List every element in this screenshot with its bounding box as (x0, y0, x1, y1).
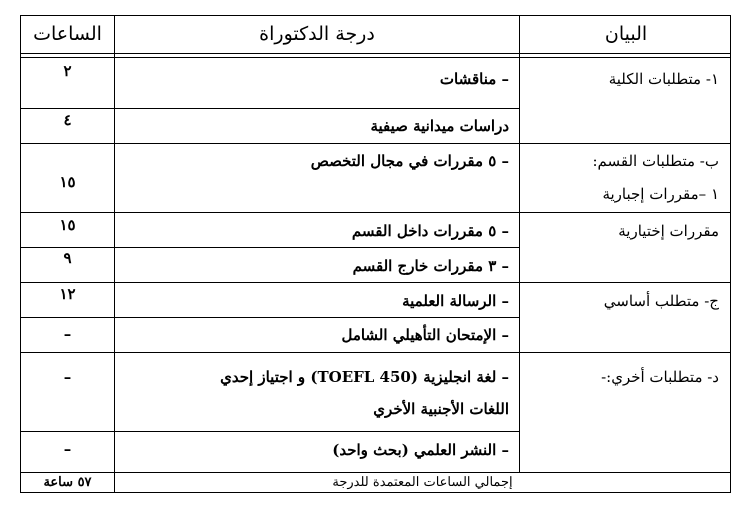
row8-content: – لغة انجليزية (TOEFL 450) و اجتياز إحدي (220, 368, 509, 386)
row3-statement: ب- متطلبات القسم: (592, 152, 719, 170)
row6-hours: ١٢ (59, 285, 76, 303)
row7-hours: – (63, 325, 72, 343)
row5-hours: ٩ (63, 249, 72, 267)
total-hours-value: ٥٧ ساعة (43, 475, 92, 490)
header-hours: الساعات (33, 23, 102, 45)
row8-content-line2: اللغات الأجنبية الأخري (373, 400, 509, 418)
header-doctorate: درجة الدكتوراة (259, 23, 375, 45)
row1-statement: ١- متطلبات الكلية (608, 70, 719, 88)
row1-content: – مناقشات (439, 70, 509, 88)
row8-hours: – (63, 368, 72, 386)
total-hours-label: إجمالي الساعات المعتمدة للدرجة (332, 475, 513, 490)
degree-requirements-table (20, 15, 731, 493)
header-statement: البيان (604, 23, 648, 45)
row9-hours: – (63, 440, 72, 458)
row8-statement: د- متطلبات أخري:- (601, 368, 719, 386)
row2-content: دراسات ميدانية صيفية (370, 117, 509, 135)
row3-content: – ٥ مقررات في مجال التخصص (310, 152, 509, 170)
row7-content: – الإمتحان التأهيلي الشامل (341, 326, 509, 344)
row1-hours: ٢ (63, 62, 72, 80)
row2-hours: ٤ (63, 111, 72, 129)
row3-hours: ١٥ (59, 173, 76, 191)
row3-statement-sub: ١ –مقررات إجبارية (602, 185, 719, 203)
row4-hours: ١٥ (59, 216, 76, 234)
row4-statement: مقررات إختيارية (618, 222, 719, 240)
row4-content: – ٥ مقررات داخل القسم (351, 222, 509, 240)
row6-statement: ج- متطلب أساسي (603, 292, 719, 310)
row5-content: – ٣ مقررات خارج القسم (352, 257, 509, 275)
row9-content: – النشر العلمي (بحث واحد) (332, 441, 509, 459)
row6-content: – الرسالة العلمية (402, 292, 509, 310)
